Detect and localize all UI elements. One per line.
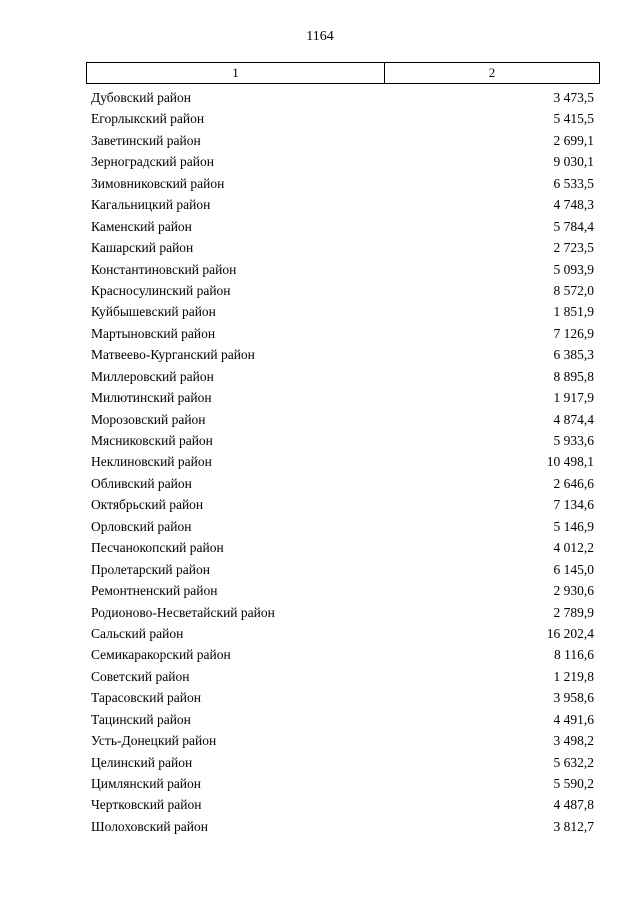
table-row — [86, 280, 600, 301]
table-body — [86, 87, 600, 837]
table-row — [86, 752, 600, 773]
table-row — [86, 259, 600, 280]
district-name: Тарасовский район — [91, 690, 201, 706]
district-name: Зимовниковский район — [91, 175, 225, 191]
district-name: Ремонтненский район — [91, 583, 218, 599]
district-name: Миллеровский район — [91, 368, 214, 384]
district-value: 4 874,4 — [553, 411, 594, 427]
table-row — [86, 301, 600, 322]
district-value: 5 093,9 — [553, 261, 594, 277]
district-name: Орловский район — [91, 518, 192, 534]
district-value: 3 812,7 — [553, 818, 594, 834]
table-row — [86, 687, 600, 708]
table-row — [86, 559, 600, 580]
table-row — [86, 323, 600, 344]
table-row — [86, 580, 600, 601]
district-name: Кашарский район — [91, 240, 194, 256]
district-value: 8 116,6 — [554, 647, 594, 663]
district-value: 3 473,5 — [553, 90, 594, 105]
district-value: 5 784,4 — [553, 218, 594, 234]
district-name: Неклиновский район — [91, 454, 212, 470]
district-value: 1 851,9 — [553, 304, 594, 320]
table-row — [86, 387, 600, 408]
table-row — [86, 644, 600, 665]
district-name: Октябрьский район — [91, 497, 204, 513]
district-name: Семикаракорский район — [91, 647, 231, 663]
district-value: 2 789,9 — [553, 604, 594, 620]
table-header — [86, 62, 600, 84]
district-table — [86, 62, 600, 837]
district-value: 10 498,1 — [546, 454, 594, 470]
district-name: Каменский район — [91, 218, 192, 234]
table-row — [86, 194, 600, 215]
table-row — [86, 816, 600, 837]
table-row — [86, 623, 600, 644]
district-value: 9 030,1 — [553, 154, 594, 170]
district-value: 3 498,2 — [553, 733, 594, 749]
district-value: 1 917,9 — [553, 390, 594, 406]
column-header-1: 1 — [87, 63, 385, 83]
table-row — [86, 451, 600, 472]
district-value: 5 632,2 — [553, 754, 594, 770]
district-value: 7 134,6 — [553, 497, 594, 513]
district-name: Милютинский район — [91, 390, 212, 406]
district-value: 16 202,4 — [546, 625, 594, 641]
table-row — [86, 344, 600, 365]
table-row — [86, 108, 600, 129]
district-value: 4 012,2 — [553, 540, 594, 556]
table-row — [86, 366, 600, 387]
table-row — [86, 237, 600, 258]
table-row — [86, 773, 600, 794]
table-row — [86, 216, 600, 237]
district-name: Заветинский район — [91, 132, 201, 148]
district-name: Тацинский район — [91, 711, 191, 727]
district-value: 5 933,6 — [553, 433, 594, 448]
table-row — [86, 666, 600, 687]
table-row — [86, 494, 600, 515]
district-value: 8 895,8 — [553, 368, 594, 384]
district-name: Усть-Донецкий район — [91, 733, 217, 749]
table-row — [86, 794, 600, 815]
district-value: 2 646,6 — [553, 475, 594, 491]
district-name: Зерноградский район — [91, 154, 214, 170]
table-row — [86, 87, 600, 108]
district-name: Советский район — [91, 668, 190, 684]
district-value: 6 145,0 — [553, 561, 594, 577]
table-row — [86, 516, 600, 537]
district-name: Цимлянский район — [91, 776, 202, 791]
district-name: Целинский район — [91, 754, 193, 770]
district-name: Дубовский район — [91, 90, 192, 105]
district-value: 5 590,2 — [553, 776, 594, 791]
district-name: Обливский район — [91, 475, 192, 491]
district-name: Чертковский район — [91, 797, 202, 813]
table-row — [86, 730, 600, 751]
district-value: 4 748,3 — [553, 197, 594, 213]
district-name: Песчанокопский район — [91, 540, 224, 556]
district-value: 8 572,0 — [553, 282, 594, 298]
district-name: Морозовский район — [91, 411, 206, 427]
page-number: 1164 — [306, 29, 334, 44]
district-name: Кагальницкий район — [91, 197, 211, 213]
table-row — [86, 130, 600, 151]
table-row — [86, 709, 600, 730]
district-value: 6 533,5 — [553, 175, 594, 191]
district-value: 2 699,1 — [553, 132, 594, 148]
district-name: Шолоховский район — [91, 818, 208, 834]
district-value: 6 385,3 — [553, 347, 594, 363]
table-row — [86, 173, 600, 194]
district-value: 1 219,8 — [553, 668, 594, 684]
district-name: Сальский район — [91, 625, 184, 641]
table-row — [86, 473, 600, 494]
table-row — [86, 409, 600, 430]
district-name: Красносулинский район — [91, 282, 231, 298]
district-name: Родионово-Несветайский район — [91, 604, 275, 620]
district-name: Пролетарский район — [91, 561, 210, 577]
district-name: Матвеево-Курганский район — [91, 347, 255, 363]
table-row — [86, 430, 600, 451]
district-value: 2 930,6 — [553, 583, 594, 599]
district-name: Егорлыкский район — [91, 111, 205, 127]
table-row — [86, 602, 600, 623]
district-value: 5 415,5 — [553, 111, 594, 127]
district-name: Куйбышевский район — [91, 304, 216, 320]
district-value: 2 723,5 — [553, 240, 594, 256]
table-row — [86, 151, 600, 172]
district-name: Мясниковский район — [91, 433, 213, 448]
table-row — [86, 537, 600, 558]
district-value: 4 487,8 — [553, 797, 594, 813]
district-name: Константиновский район — [91, 261, 237, 277]
district-name: Мартыновский район — [91, 325, 216, 341]
column-header-2: 2 — [488, 65, 496, 80]
district-value: 4 491,6 — [553, 711, 594, 727]
district-value: 5 146,9 — [553, 518, 594, 534]
district-value: 7 126,9 — [553, 325, 594, 341]
district-value: 3 958,6 — [553, 690, 594, 706]
